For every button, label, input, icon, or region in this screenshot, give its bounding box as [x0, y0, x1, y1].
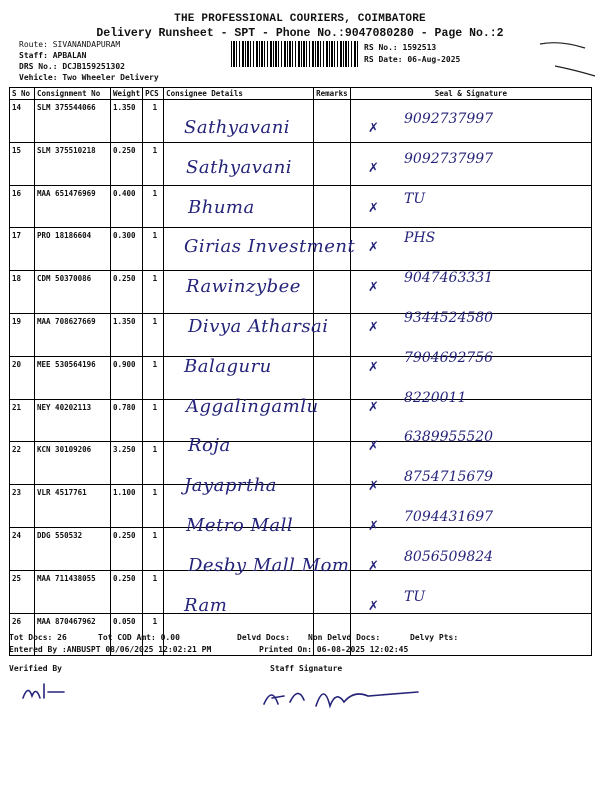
- staff-signature-label: Staff Signature: [270, 664, 343, 673]
- table-row: [10, 485, 592, 528]
- row-pcs: 1: [143, 185, 164, 228]
- row-remarks-cell: [314, 399, 351, 442]
- row-consignment-no: MAA 711438055: [35, 570, 111, 613]
- row-remarks-cell: [314, 485, 351, 528]
- remark-tick-mark: ✗: [368, 160, 379, 176]
- row-sno: 17: [10, 228, 35, 271]
- row-sno: 25: [10, 570, 35, 613]
- drs-label: DRS No.: DCJB159251302: [19, 62, 125, 71]
- staff-label: Staff: APBALAN: [19, 51, 87, 60]
- row-sno: 14: [10, 100, 35, 143]
- remark-tick-mark: ✗: [368, 280, 379, 296]
- handwritten-consignee-name: Balaguru: [184, 355, 272, 377]
- row-sno: 20: [10, 356, 35, 399]
- remark-tick-mark: ✗: [368, 359, 379, 375]
- row-pcs: 1: [143, 356, 164, 399]
- row-consignment-no: NEY 40202113: [35, 399, 111, 442]
- row-pcs: 1: [143, 228, 164, 271]
- table-row: [10, 570, 592, 613]
- row-weight: 0.900: [111, 356, 143, 399]
- remark-tick-mark: ✗: [368, 558, 379, 574]
- remark-tick-mark: ✗: [368, 439, 379, 455]
- row-pcs: 1: [143, 527, 164, 570]
- row-consignment-no: MEE 530564196: [35, 356, 111, 399]
- col-remarks-header: Remarks: [314, 88, 351, 100]
- row-weight: 0.250: [111, 570, 143, 613]
- row-remarks-cell: [314, 100, 351, 143]
- row-weight: 0.300: [111, 228, 143, 271]
- row-remarks-cell: [314, 570, 351, 613]
- remark-tick-mark: ✗: [368, 320, 379, 335]
- row-weight: 1.350: [111, 100, 143, 143]
- row-weight: 0.050: [111, 613, 143, 656]
- remark-tick-mark: ✗: [368, 240, 379, 256]
- handwritten-consignee-name: Sathyavani: [184, 117, 291, 138]
- handwritten-signature-phone: PHS: [404, 230, 436, 247]
- row-pcs: 1: [143, 271, 164, 314]
- table-row: [10, 356, 592, 399]
- row-consignment-no: MAA 651476969: [35, 185, 111, 228]
- row-remarks-cell: [314, 356, 351, 399]
- row-consignment-no: VLR 4517761: [35, 485, 111, 528]
- table-row: [10, 100, 592, 143]
- printed-on: Printed On: 06-08-2025 12:02:45: [259, 645, 409, 654]
- handwritten-signature-phone: 9092737997: [404, 111, 494, 127]
- handwritten-signature-phone: TU: [404, 588, 426, 605]
- delivered-docs: Delvd Docs:: [237, 633, 290, 642]
- remark-tick-mark: ✗: [368, 121, 379, 136]
- row-pcs: 1: [143, 399, 164, 442]
- row-consignment-no: SLM 375510218: [35, 142, 111, 185]
- row-weight: 0.400: [111, 185, 143, 228]
- row-sno: 21: [10, 399, 35, 442]
- row-consignment-no: SLM 375544066: [35, 100, 111, 143]
- handwritten-signature-phone: 9092737997: [404, 150, 494, 167]
- row-consignment-no: DDG 550532: [35, 527, 111, 570]
- row-remarks-cell: [314, 271, 351, 314]
- remark-tick-mark: ✗: [368, 598, 379, 614]
- row-pcs: 1: [143, 313, 164, 356]
- handwritten-signature-phone: 9047463331: [404, 270, 494, 287]
- rs-date: RS Date: 06-Aug-2025: [364, 55, 461, 64]
- non-delivered-docs: Non Delvd Docs:: [308, 633, 381, 642]
- row-pcs: 1: [143, 485, 164, 528]
- row-remarks-cell: [314, 442, 351, 485]
- row-consignment-no: MAA 708627669: [35, 313, 111, 356]
- row-weight: 0.780: [111, 399, 143, 442]
- row-pcs: 1: [143, 142, 164, 185]
- route-label: Route: SIVANANDAPURAM: [19, 40, 121, 49]
- table-row: [10, 142, 592, 185]
- handwritten-consignee-name: Bhuma: [188, 196, 255, 218]
- row-sno: 19: [10, 313, 35, 356]
- row-seal-cell: [350, 228, 591, 271]
- row-weight: 3.250: [111, 442, 143, 485]
- handwritten-consignee-name: Rawinzybee: [186, 276, 301, 298]
- remark-tick-mark: ✗: [368, 519, 379, 534]
- row-sno: 16: [10, 185, 35, 228]
- row-seal-cell: [350, 570, 591, 613]
- col-consignment-header: Consignment No: [35, 88, 111, 100]
- row-weight: 0.250: [111, 271, 143, 314]
- row-sno: 24: [10, 527, 35, 570]
- vehicle-label: Vehicle: Two Wheeler Delivery: [19, 73, 159, 82]
- handwritten-consignee-name: Aggalingamlu: [186, 395, 319, 417]
- handwritten-consignee-name: Metro Mall: [186, 515, 294, 536]
- remark-tick-mark: ✗: [368, 200, 379, 216]
- row-seal-cell: [350, 185, 591, 228]
- table-row: [10, 185, 592, 228]
- remark-tick-mark: ✗: [368, 479, 379, 495]
- handwritten-signature-phone: 8056509824: [404, 548, 494, 565]
- col-consignee-header: Consignee Details: [164, 88, 314, 100]
- handwritten-consignee-name: Roja: [188, 435, 231, 457]
- rs-number: RS No.: 1592513: [364, 43, 437, 52]
- row-consignment-no: MAA 870467962: [35, 613, 111, 656]
- row-pcs: 1: [143, 442, 164, 485]
- table-header-row: [10, 88, 592, 100]
- row-sno: 23: [10, 485, 35, 528]
- row-sno: 26: [10, 613, 35, 656]
- handwritten-signature-phone: 8220011: [404, 389, 467, 406]
- runsheet-title: Delivery Runsheet - SPT - Phone No.:9047080280 - Page No.:2: [96, 27, 504, 40]
- col-sno-header: S No: [10, 88, 35, 100]
- total-cod: Tot COD Amt: 0.00: [98, 633, 180, 642]
- handwritten-consignee-name: Sathyavani: [186, 156, 293, 178]
- row-remarks-cell: [314, 185, 351, 228]
- delivery-points: Delvy Pts:: [410, 633, 459, 642]
- remark-tick-mark: ✗: [368, 399, 379, 415]
- company-title: THE PROFESSIONAL COURIERS, COIMBATORE: [174, 13, 426, 25]
- handwritten-signature-phone: 6389955520: [404, 429, 494, 446]
- row-pcs: 1: [143, 613, 164, 656]
- col-seal-header: Seal & Signature: [350, 88, 591, 100]
- handwritten-consignee-name: Divya Atharsai: [188, 316, 329, 337]
- col-pcs-header: PCS: [143, 88, 164, 100]
- row-weight: 0.250: [111, 527, 143, 570]
- row-remarks-cell: [314, 142, 351, 185]
- col-weight-header: Weight: [111, 88, 143, 100]
- row-sno: 15: [10, 142, 35, 185]
- row-pcs: 1: [143, 100, 164, 143]
- handwritten-consignee-name: Jayaprtha: [184, 475, 278, 497]
- row-weight: 1.350: [111, 313, 143, 356]
- row-sno: 22: [10, 442, 35, 485]
- row-consignment-no: KCN 30109206: [35, 442, 111, 485]
- row-weight: 1.100: [111, 485, 143, 528]
- row-consignment-no: PRO 18186604: [35, 228, 111, 271]
- verified-signature: [18, 680, 68, 705]
- verified-by-label: Verified By: [9, 664, 62, 673]
- staff-signature: [258, 680, 428, 715]
- handwritten-signature-phone: 8754715679: [404, 469, 494, 486]
- row-consignment-no: CDM 50370086: [35, 271, 111, 314]
- row-sno: 18: [10, 271, 35, 314]
- barcode-image: [231, 41, 359, 67]
- handwritten-signature-phone: TU: [404, 190, 426, 207]
- handwritten-signature-phone: 7094431697: [404, 509, 494, 525]
- entered-by: Entered By :ANBUSPT 08/06/2025 12:02:21 PM: [9, 645, 212, 654]
- handwritten-consignee-name: Ram: [184, 594, 228, 616]
- handwritten-signature-phone: 7904692756: [404, 349, 494, 366]
- pen-stroke-mark: [530, 30, 600, 80]
- row-weight: 0.250: [111, 142, 143, 185]
- handwritten-consignee-name: Girias Investment: [184, 236, 356, 258]
- table-row: [10, 442, 592, 485]
- total-docs: Tot Docs: 26: [9, 633, 67, 642]
- handwritten-consignee-name: Desby Mall Mom: [188, 554, 350, 576]
- row-pcs: 1: [143, 570, 164, 613]
- handwritten-signature-phone: 9344524580: [404, 310, 494, 326]
